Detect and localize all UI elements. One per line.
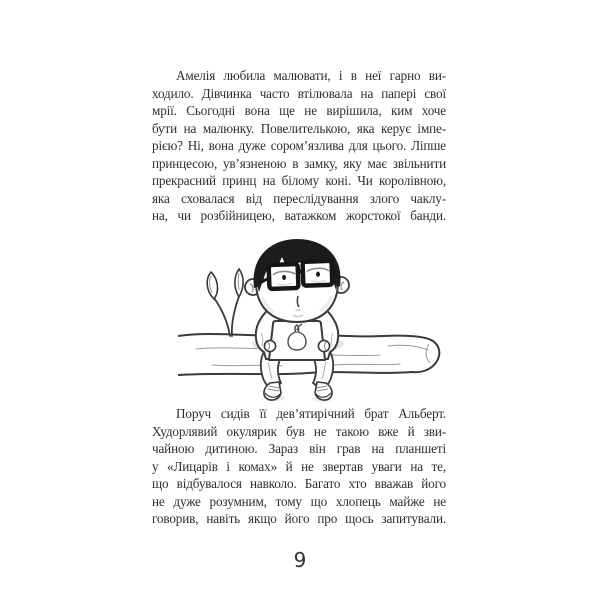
text-line: бути на малюнку. Повелителькою, яка керує імпе- — [152, 120, 446, 136]
text-line: на, чи розбійницею, ватажком жорстокої банди. — [152, 208, 446, 223]
text-line: мрії. Сьогодні вона ще не вирішила, ким хоче — [152, 103, 446, 118]
paragraph-2 — [152, 405, 446, 528]
text-line: у «Лицарів і комах» й не звертав уваги на те, — [152, 458, 446, 474]
text-line: прекрасний принц на білому коні. Чи королівною, — [152, 173, 446, 188]
twig-with-buds — [207, 269, 243, 336]
text-line: чайною дитиною. Зараз він грав на планшеті — [152, 441, 446, 456]
text-line: рією? Ні, вона дуже сором’язлива для цього. Ліпше — [152, 138, 446, 153]
text-line: що відбувалося навколо. Багато хто вважав його — [152, 476, 446, 491]
glasses — [259, 261, 340, 290]
sneakers — [264, 382, 332, 400]
paragraph-1 — [152, 67, 446, 225]
boy-head — [245, 239, 349, 322]
boy-on-branch-illustration — [178, 232, 444, 405]
text-line: Амелія любила малювати, і в неї гарно ви- — [176, 68, 446, 83]
text-line: говорив, навіть якщо його про щось запитували. — [152, 511, 446, 526]
text-line: Поруч сидів її дев’ятирічний брат Альберт. — [176, 406, 446, 421]
text-line: не дуже розумним, тому що хлопець майже не — [152, 493, 446, 509]
text-line: Худорлявий окулярик був не такою вже й зви- — [152, 423, 446, 439]
text-line: яка сховалася від переслідування злого чаклу- — [152, 190, 446, 206]
laptop — [269, 321, 325, 360]
text-line: принцесою, ув’язненою в замку, яку має звільнити — [152, 155, 446, 171]
text-line: ходило. Дівчинка часто втілювала на папері свої — [152, 85, 446, 101]
page-number: 9 — [293, 548, 307, 572]
